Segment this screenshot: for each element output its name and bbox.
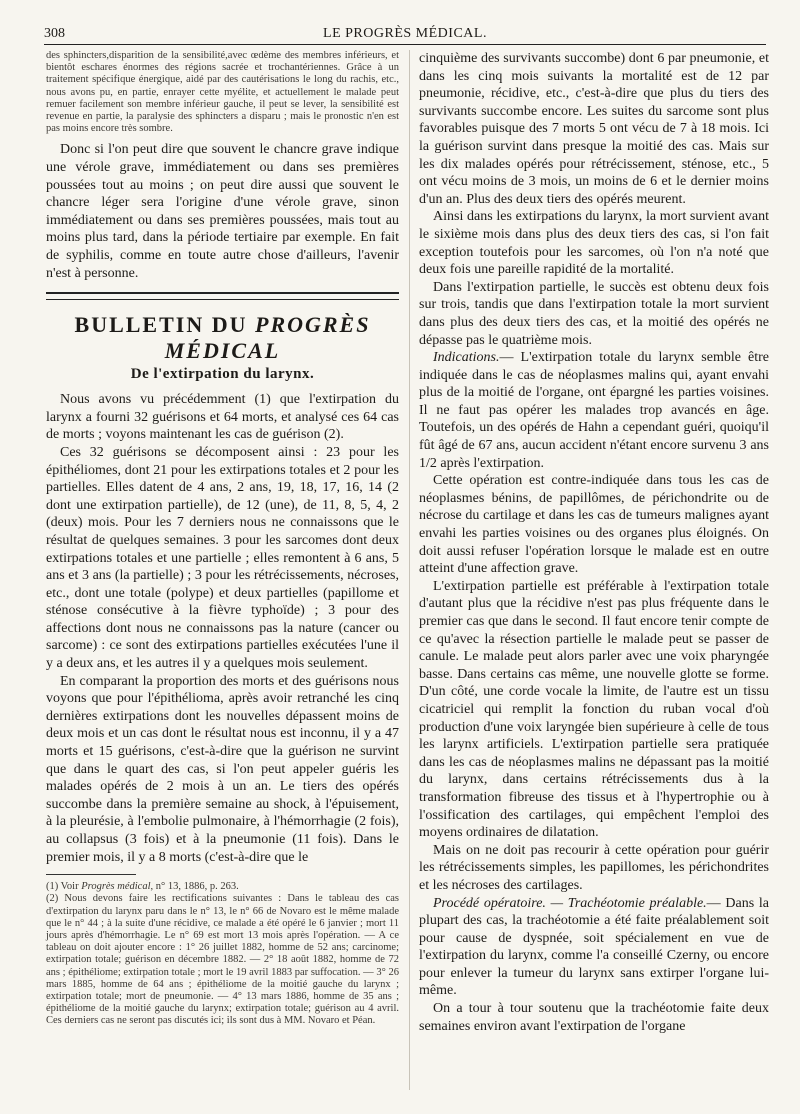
section-rule xyxy=(46,292,399,300)
heading-italic: PROGRÈS MÉDICAL xyxy=(164,312,371,364)
footnote-rule xyxy=(46,874,136,875)
right-column xyxy=(419,50,769,1035)
page-header xyxy=(44,24,766,45)
section-heading xyxy=(46,312,399,364)
paragraph: Cette opération est contre-indiquée dans tous les cas de néoplasmes bénins, de papillômes, de périchondrite ou de nécrose du cartilage et dans les cas de tumeurs malignes ayant envahi les parties voisines ou des organes plus éloignés. On doit aussi refuser l'opération lorsque le malade est en outre atteint d'une affection grave. xyxy=(419,473,769,577)
footnote: (2) Nous devons faire les rectifications suivantes : Dans le tableau des cas d'extirpation du larynx paru dans le n° 13, le n° 66 de Novaro est le même malade que le n° 44 ; à la suite d'une récidive, ce malade a été opéré le 6 janvier ; mort 11 jours après d'hémorrhagie. Le n° 69 est mort 13 mois après l'opération. — A ce tableau on doit ajouter encore : 1° 26 juillet 1882, homme de 52 ans; carcinome; extirpation totale; guérison en décembre 1882. — 2° 18 août 1882, homme de 72 ans ; épithéliome; extirpation totale ; mort le 19 avril 1883 par suffocation. — 3° 26 mars 1885, homme de 64 ans ; épithéliome de la moitié gauche du larynx ; extirpation totale; mort de pneumonie. — 4° 13 mars 1886, homme de 35 ans ; épithéliome de la moitié gauche du larynx; extirpation totale; guérison au 4 avril. Ces derniers cas ne seront pas discutés ici; ils sont dus à MM. Novaro et Péan. xyxy=(46,893,399,1027)
running-title: LE PROGRÈS MÉDICAL. xyxy=(323,26,487,41)
footnote: (1) Voir Progrès médical, n° 13, 1886, p. 263. xyxy=(46,881,239,893)
paragraph: Nous avons vu précédemment (1) que l'extirpation du larynx a fourni 32 guérisons et 64 morts, et analysé ces 64 cas de morts ; voyons maintenant les cas de guérison (2). xyxy=(46,392,399,443)
column-divider xyxy=(409,50,410,1090)
paragraph: L'extirpation partielle est préférable à l'extirpation totale d'autant plus que la récidive n'est pas plus fréquente dans le premier cas que dans le second. Il faut encore tenir compte de ce qu'avec la résection partielle le malade peut se passer de canule. Le malade peut alors parler avec une voix pharyngée basse. Dans certains cas même, une nouvelle glotte se forme. D'un côté, une corde vocale la limite, de l'autre est un tissu cicatriciel qui remplit la fonction du ruban vocal d'où production d'une voix laryngée bien supérieure à celle de tous les larynx artificiels. L'extirpation partielle sera pratiquée dans les cas de néoplasmes malins ne dépassant pas la moitié du larynx, dans certains rétrécissements dus à la transformation fibreuse des tissus et à l'hypertrophie ou à l'ossification des cartilages, qui empêchent l'emploi des moyens ordinaires de dilatation. xyxy=(419,578,769,841)
left-column xyxy=(46,50,399,1028)
heading-plain: BULLETIN DU xyxy=(74,312,255,338)
paragraph: Dans l'extirpation partielle, le succès est obtenu deux fois sur trois, tandis que dans l'extirpation totale la mort survient dans plus des deux tiers des cas, et la moitié des opérés ne dépasse pas le quatrième mois. xyxy=(419,279,769,348)
paragraph: On a tour à tour soutenu que la trachéotomie faite deux semaines environ avant l'extirpation de l'organe xyxy=(419,1001,769,1034)
paragraph: Procédé opératoire. — Trachéotomie préalable.— Dans la plupart des cas, la trachéotomie a été faite préalablement soit pour cause de dyspnée, soit spécialement en vue de l'extirpation du larynx, comme l'a conseillé Czerny, ou encore pour enlever la tumeur du larynx sans extirper l'organe lui-même. xyxy=(419,895,769,999)
paragraph: cinquième des survivants succombe) dont 6 par pneumonie, et dans les cinq mois suivants la mortalité est de 12 par pneumonie, récidive, etc., c'est-à-dire que plus du tiers des survivants succombe encore. Les suites du sarcome sont plus favorables puisque des 7 morts 5 ont vécu de 7 à 18 mois. Ici la guérison survint dans presque la moitié des cas. Mais sur les dix malades opérés pour rétrécissement, sténose, etc., 5 ont vécu moins de 3 mois, un moins de 6 et le dernier moins d'un an. Plus des deux tiers des opérés meurent. xyxy=(419,51,769,207)
subheading-italic: Indications. xyxy=(433,350,500,366)
paragraph: Indications.— L'extirpation totale du larynx semble être indiquée dans le cas de néoplasmes malins qui, ayant envahi plus de la moitié de l'organe, ont épargné les parties voisines. Il ne faut pas opérer les malades trop avancés en âge. Toutefois, un des opérés de Hahn a cependant guéri, quoiqu'il fût âgé de 67 ans, aucun accident n'étant encore survenu 3 ans 1/2 après l'extirpation. xyxy=(419,350,769,471)
article-title: De l'extirpation du larynx. xyxy=(130,366,315,383)
paragraph: Mais on ne doit pas recourir à cette opération pour guérir les rétrécissements simples, les papillomes, les périchondrites et les nécroses des cartilages. xyxy=(419,842,769,893)
paragraph: En comparant la proportion des morts et des guérisons nous voyons que pour l'épithélioma, après avoir retranché les cinq dernières extirpations dont les nouvelles dépassent moins de deux mois et un cas dont le résultat nous est inconnu, il y a 47 morts et 15 guérisons, c'est-à-dire que la guérison ne survint que dans le quart des cas, si l'on peut appeler guéris les malades opérés de 2 mois à un an. Le tiers des opérés succombe dans la première semaine au shock, à l'épuisement, à la pleurésie, à l'embolie pulmonaire, à l'hémorrhagie (2 fois), au collapsus (3 fois) et à la pneumonie (11 fois). Dans le premier mois, il y a 8 morts (c'est-à-dire que le xyxy=(46,673,399,865)
continued-paragraph: des sphincters,disparition de la sensibilité,avec œdème des membres inférieurs, et bientôt eschares énormes des régions sacrée et trochantériennes. Grâce à un traitement spécifique énergique, aidé par des cautérisations le long du rachis, etc., nous avons pu, en partie, enrayer cette myélite, et actuellement le malade peut remuer facilement son membre inférieur gauche, il peut se lever, la sensibilité est revenue en partie, la paralysie des sphincters a disparu ; mais le pronostic n'en est pas moins encore très sombre. xyxy=(46,50,399,135)
subheading-italic: Procédé opératoire. — Trachéotomie préalable. xyxy=(433,895,707,911)
paragraph: Ainsi dans les extirpations du larynx, la mort survient avant le sixième mois dans plus des deux tiers des cas, si l'on fait exception toutefois pour les sarcomes, où l'on n'a noté que deux fois une pareille rapidité de la mortalité. xyxy=(419,209,769,278)
paragraph: Ces 32 guérisons se décomposent ainsi : 23 pour les épithéliomes, dont 21 pour les extirpations totales et 2 pour les partielles. Elles datent de 4 ans, 2 ans, 19, 18, 17, 16, 14 (2 dont une extirpation partielle), de 12 (une), de 11, 8, 5, 4, 2 (deux) mois. Pour les 7 derniers nous ne connaissons que le résultat de quelques semaines. 3 pour les sarcomes dont deux extirpations totales et une partielle ; elles remontent à 6 ans, 5 ans et 3 ans (la partielle) ; 3 pour les rétrécissements, nécroses, etc., dont une totale (polype) et deux partielles (papillome et sténose consécutive à la fièvre typhoïde) ; 3 pour des affections dont nous ne connaissons pas la nature (cancer ou sarcome) : ce sont des extirpations partielles exécutées l'une il y a deux ans, et les autres il y a quelques mois seulement. xyxy=(46,444,399,672)
paragraph: Donc si l'on peut dire que souvent le chancre grave indique une vérole grave, immédiatement ou dans ses premières poussées tout au moins ; on peut dire aussi que souvent le chancre léger sera l'origine d'une vérole grave, sinon immédiatement ou dans ses premières poussées, mais tout au moins plus tard, dans la période tertiaire par exemple. En fait de syphilis, comme en toute autre chose d'ailleurs, l'avenir n'est à personne. xyxy=(46,142,399,281)
page-number: 308 xyxy=(44,26,65,41)
